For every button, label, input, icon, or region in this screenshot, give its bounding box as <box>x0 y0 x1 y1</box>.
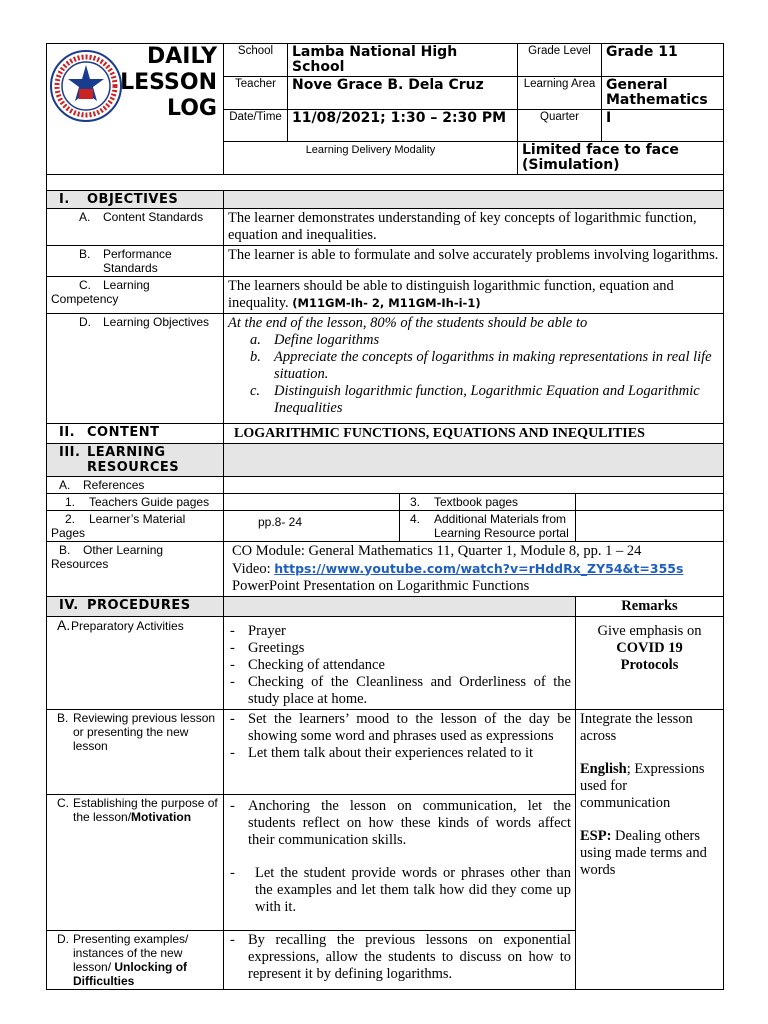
title-line-1: DAILY <box>147 44 217 69</box>
area-value: General Mathematics <box>602 77 724 110</box>
references-label: A. References <box>47 476 224 493</box>
reviewing-label: B. Reviewing previous lesson or presenting the new lesson <box>47 709 224 794</box>
grade-value: Grade 11 <box>602 44 724 77</box>
examples-label: D. Presenting examples/ instances of the new lesson/ Unlocking of Difficulties <box>47 930 224 989</box>
reviewing-list <box>224 709 576 794</box>
title-line-2: LESSON <box>120 70 217 95</box>
list-item: - Checking of the Cleanliness and Orderliness of the study place at home. <box>228 674 571 708</box>
list-item: - Greetings <box>228 640 571 657</box>
list-item: - Set the learners’ mood to the lesson of the day be showing some word and phrases used as expressions <box>228 711 571 745</box>
date-value: 11/08/2021; 1:30 – 2:30 PM <box>288 110 518 142</box>
grade-label: Grade Level <box>518 44 602 77</box>
purpose-label: C. Establishing the purpose of the lesson/Motivation <box>47 794 224 930</box>
lo-item: a. Define logarithms <box>250 331 380 348</box>
content-standards-text: The learner demonstrates understanding of key concepts of logarithmic function, equation and inequalities. <box>224 208 724 245</box>
school-value: Lamba National High School <box>288 44 518 77</box>
tb-value <box>576 493 724 510</box>
preparatory-remarks: Give emphasis on COVID 19 Protocols <box>576 616 724 709</box>
remarks-heading: Remarks <box>576 596 724 616</box>
content-standards-label: A. Content Standards <box>47 208 224 245</box>
learning-objectives-label: D. Learning Objectives <box>47 313 224 423</box>
lo-item: b. Appreciate the concepts of logarithms in making representations in real life situation. <box>250 348 712 382</box>
title-line-3: LOG <box>167 96 217 121</box>
quarter-label: Quarter <box>518 110 602 142</box>
quarter-value: I <box>602 110 724 142</box>
tg-value <box>224 493 400 510</box>
list-item: - Let them talk about their experiences related to it <box>228 745 571 762</box>
body-table <box>46 175 724 990</box>
list-item: - Prayer <box>228 623 571 640</box>
list-item: - Let the student provide words or phrases other than the examples and let them talk how did they come up with it. <box>228 865 571 916</box>
objectives-heading: I. OBJECTIVES <box>47 190 224 208</box>
teacher-label: Teacher <box>224 77 288 110</box>
competency-code: (M11GM-Ih- 2, M11GM-Ih-i-1) <box>292 295 481 310</box>
daily-lesson-log <box>46 43 723 990</box>
purpose-list <box>224 794 576 930</box>
modality-label: Learning Delivery Modality <box>224 142 518 175</box>
other-resources-label: B. Other Learning Resources <box>47 541 224 596</box>
preparatory-label: A.Preparatory Activities <box>47 616 224 709</box>
examples-list <box>224 930 576 989</box>
powerpoint-line: PowerPoint Presentation on Logarithmic Functions <box>232 577 530 594</box>
procedures-heading: IV. PROCEDURES <box>47 596 224 616</box>
additional-materials-label: 4. Additional Materials from Learning Resource portal <box>400 510 576 541</box>
lm-label: 2. Learner’s Material Pages <box>47 510 224 541</box>
preparatory-list <box>224 616 576 709</box>
content-heading: II. CONTENT <box>47 423 224 443</box>
list-item: - Anchoring the lesson on communication, let the students reflect on how these kinds of words affect their communication skills. <box>228 798 571 849</box>
lm-value: pp.8- 24 <box>224 510 400 541</box>
deped-seal-icon <box>49 49 123 123</box>
list-item: - Checking of attendance <box>228 657 571 674</box>
lo-intro: At the end of the lesson, 80% of the students should be able to <box>228 314 588 331</box>
content-value: LOGARITHMIC FUNCTIONS, EQUATIONS AND INEQULITIES <box>224 423 724 443</box>
learning-competency-label: C. Learning Competency <box>47 276 224 313</box>
teacher-value: Nove Grace B. Dela Cruz <box>288 77 518 110</box>
performance-standards-label: B. Performance Standards <box>47 245 224 276</box>
additional-materials-value <box>576 510 724 541</box>
list-item: - By recalling the previous lessons on exponential expressions, allow the students to discuss on how to represent it by defining logarithms. <box>228 932 571 983</box>
learning-competency-text: The learners should be able to distinguish logarithmic function, equation and inequality. (M11GM-Ih- 2, M11GM-Ih-i-1) <box>224 276 724 313</box>
co-module-line: CO Module: General Mathematics 11, Quarter 1, Module 8, pp. 1 – 24 <box>232 542 642 559</box>
learning-objectives-text <box>224 313 724 423</box>
date-label: Date/Time <box>224 110 288 142</box>
video-line: Video: https://www.youtube.com/watch?v=rHddRx_ZY54&t=355s <box>232 560 684 577</box>
lo-item: c. Distinguish logarithmic function, Logarithmic Equation and Logarithmic Inequalities <box>250 382 700 416</box>
header-table <box>46 43 724 175</box>
school-label: School <box>224 44 288 77</box>
modality-value: Limited face to face (Simulation) <box>518 142 724 175</box>
video-link[interactable]: https://www.youtube.com/watch?v=rHddRx_ZY54&t=355s <box>274 560 684 576</box>
area-label: Learning Area <box>518 77 602 110</box>
performance-standards-text: The learner is able to formulate and solve accurately problems involving logarithms. <box>224 245 724 276</box>
other-resources-text <box>224 541 724 596</box>
resources-heading: III. LEARNING RESOURCES <box>47 443 224 476</box>
tb-label: 3. Textbook pages <box>400 493 576 510</box>
tg-label: 1. Teachers Guide pages <box>47 493 224 510</box>
integration-remarks: Integrate the lesson across English; Expressions used for communication ESP: Dealing others using made terms and words <box>576 709 724 989</box>
